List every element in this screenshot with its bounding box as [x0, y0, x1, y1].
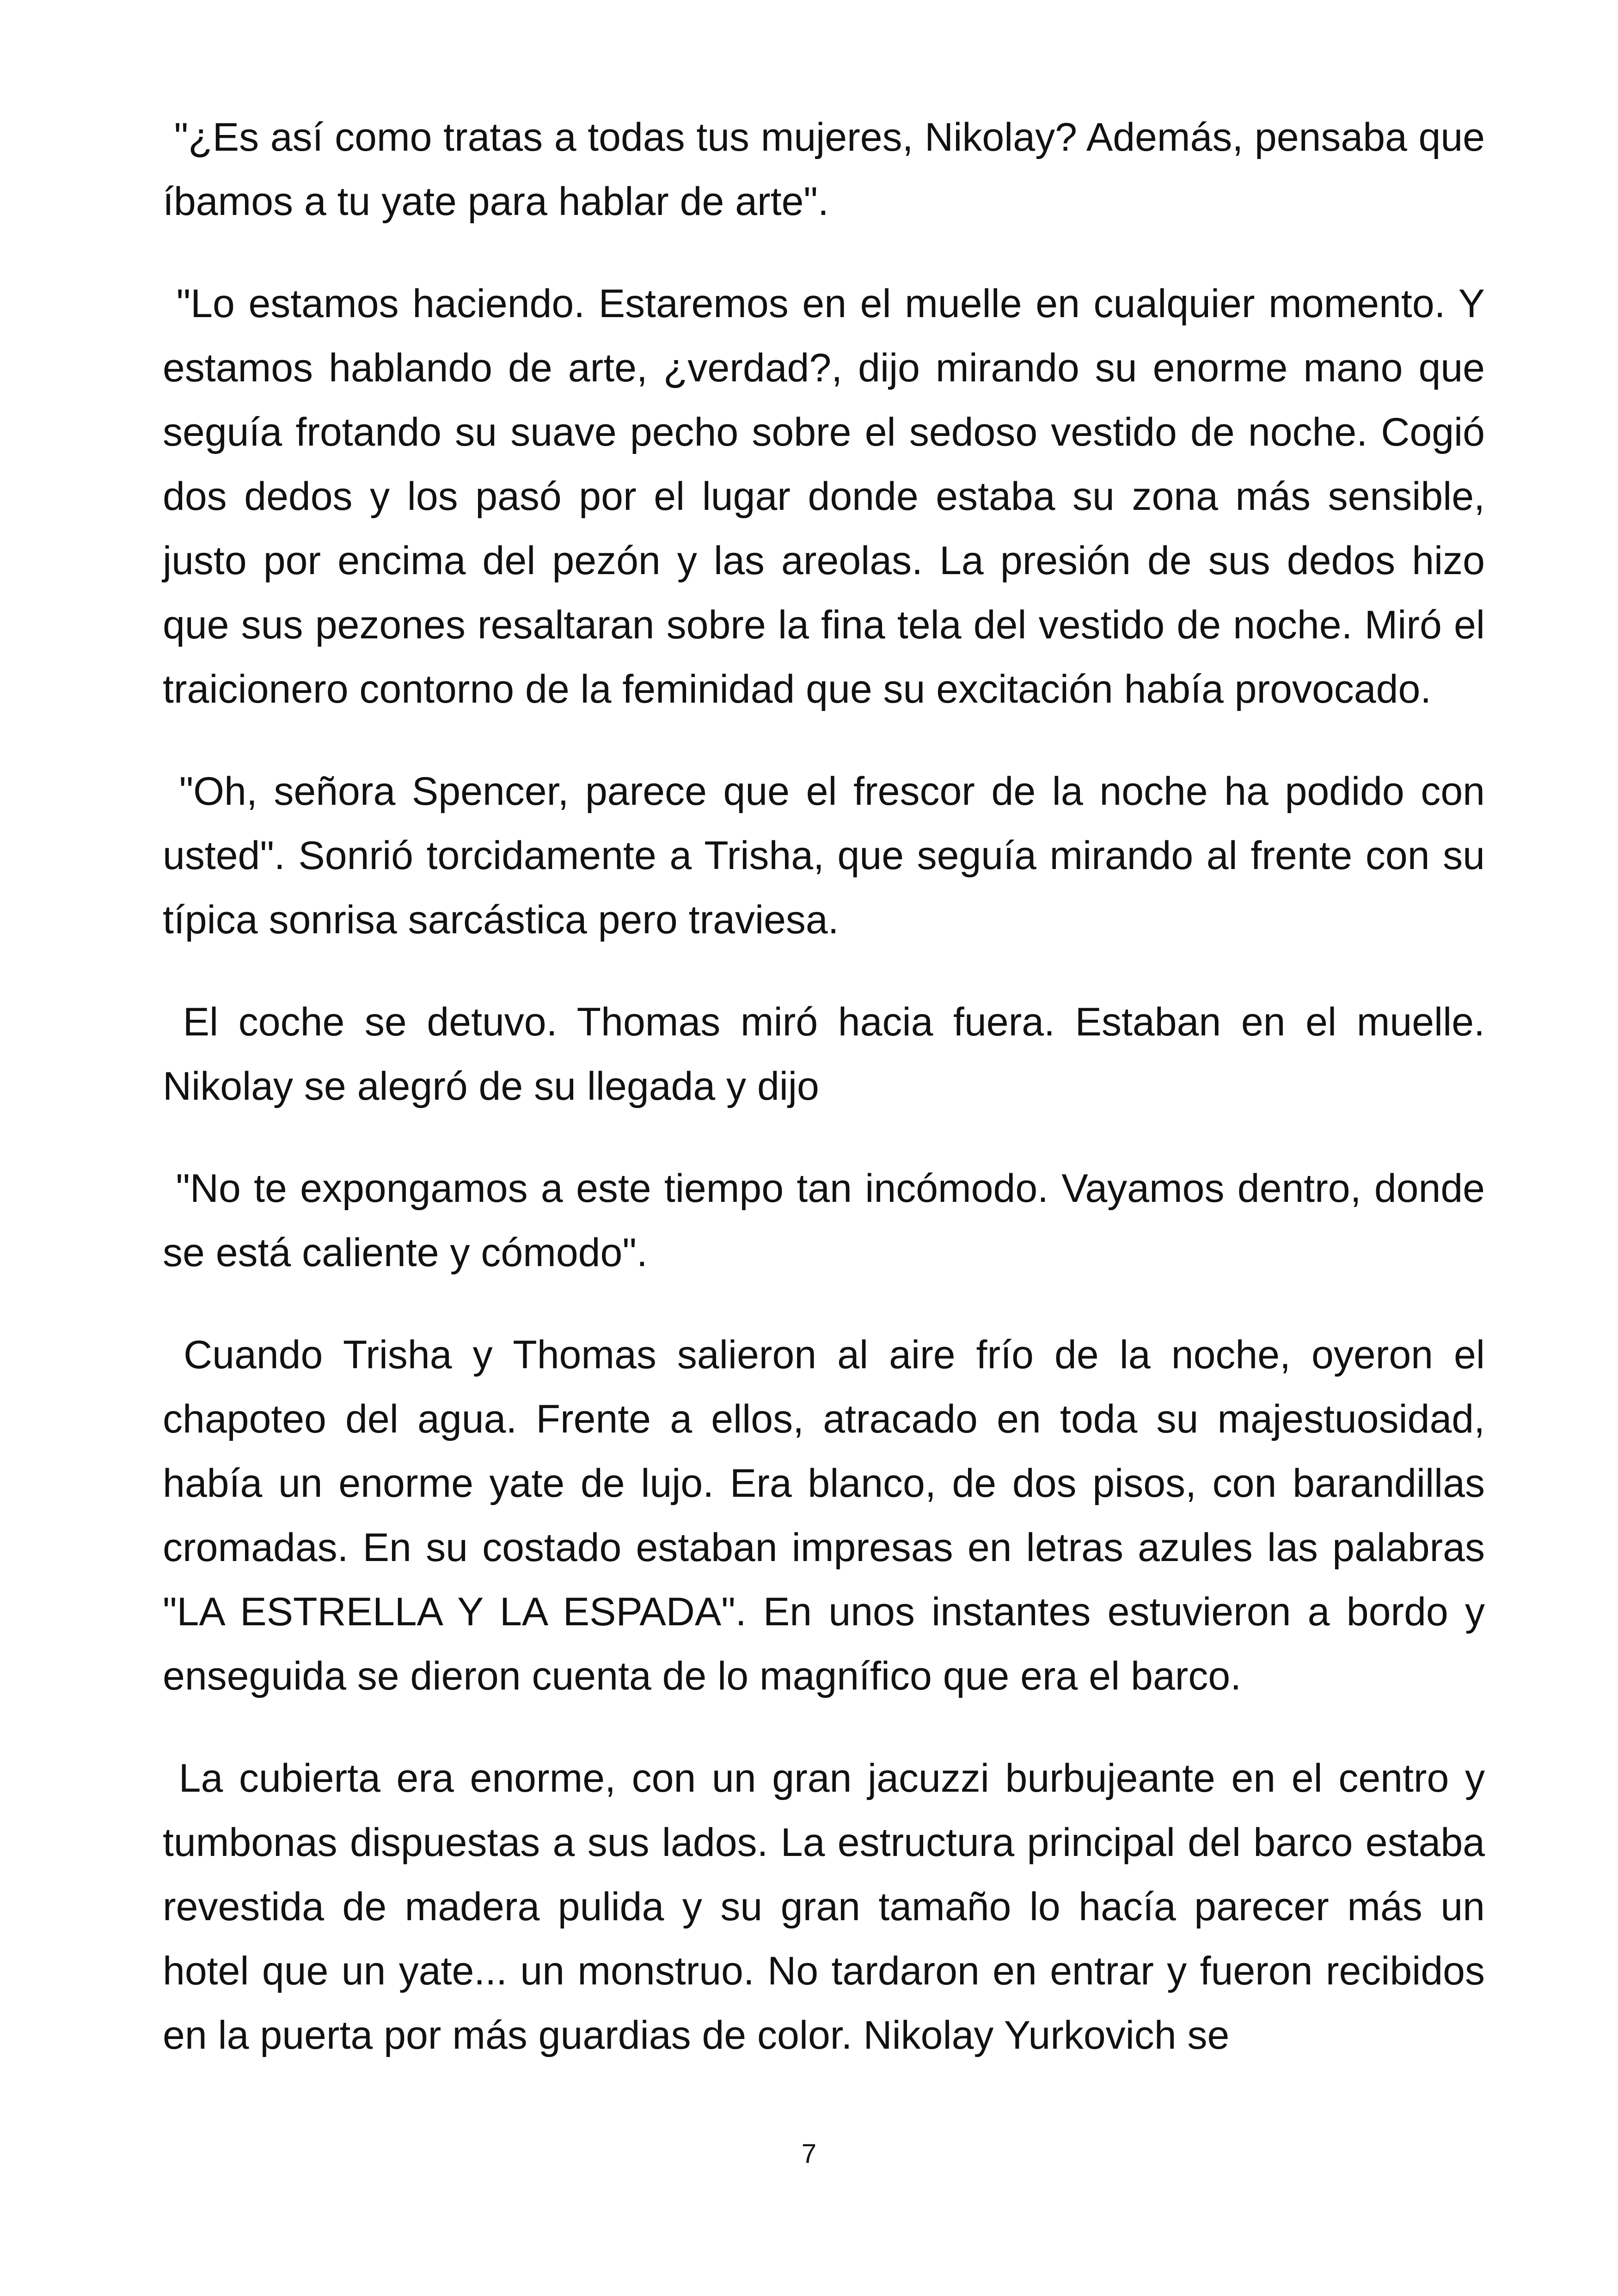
paragraph: "Oh, señora Spencer, parece que el frescor de la noche ha podido con usted". Sonrió torcidamente a Trisha, que seguía mirando al frente con su típica sonrisa sarcástica pero traviesa. — [163, 769, 1485, 942]
paragraph: "¿Es así como tratas a todas tus mujeres, Nikolay? Además, pensaba que íbamos a tu yate para hablar de arte". — [163, 115, 1485, 224]
paragraph: "Lo estamos haciendo. Estaremos en el muelle en cualquier momento. Y estamos hablando de arte, ¿verdad?, dijo mirando su enorme mano que seguía frotando su suave pecho sobre el sedoso vestido de noche. Cogió dos dedos y los pasó por el lugar donde estaba su zona más sensible, justo por encima del pezón y las areolas. La presión de sus dedos hizo que sus pezones resaltaran sobre la fina tela del vestido de noche. Miró el traicionero contorno de la feminidad que su excitación había provocado. — [163, 282, 1485, 711]
paragraph: La cubierta era enorme, con un gran jacuzzi burbujeante en el centro y tumbonas dispuestas a sus lados. La estructura principal del barco estaba revestida de madera pulida y su gran tamaño lo hacía parecer más un hotel que un yate... un monstruo. No tardaron en entrar y fueron recibidos en la puerta por más guardias de color. Nikolay Yurkovich se — [163, 1756, 1485, 2057]
paragraph: "No te expongamos a este tiempo tan incómodo. Vayamos dentro, donde se está caliente y cómodo". — [163, 1166, 1485, 1275]
page-number: 7 — [801, 2139, 817, 2169]
paragraph: Cuando Trisha y Thomas salieron al aire frío de la noche, oyeron el chapoteo del agua. Frente a ellos, atracado en toda su majestuosidad, había un enorme yate de lujo. Era blanco, de dos pisos, con barandillas cromadas. En su costado estaban impresas en letras azules las palabras "LA ESTRELLA Y LA ESPADA". En unos instantes estuvieron a bordo y enseguida se dieron cuenta de lo magnífico que era el barco. — [163, 1333, 1485, 1698]
paragraph: El coche se detuvo. Thomas miró hacia fuera. Estaban en el muelle. Nikolay se alegró de su llegada y dijo — [163, 1000, 1485, 1108]
body-text — [163, 105, 1485, 2106]
